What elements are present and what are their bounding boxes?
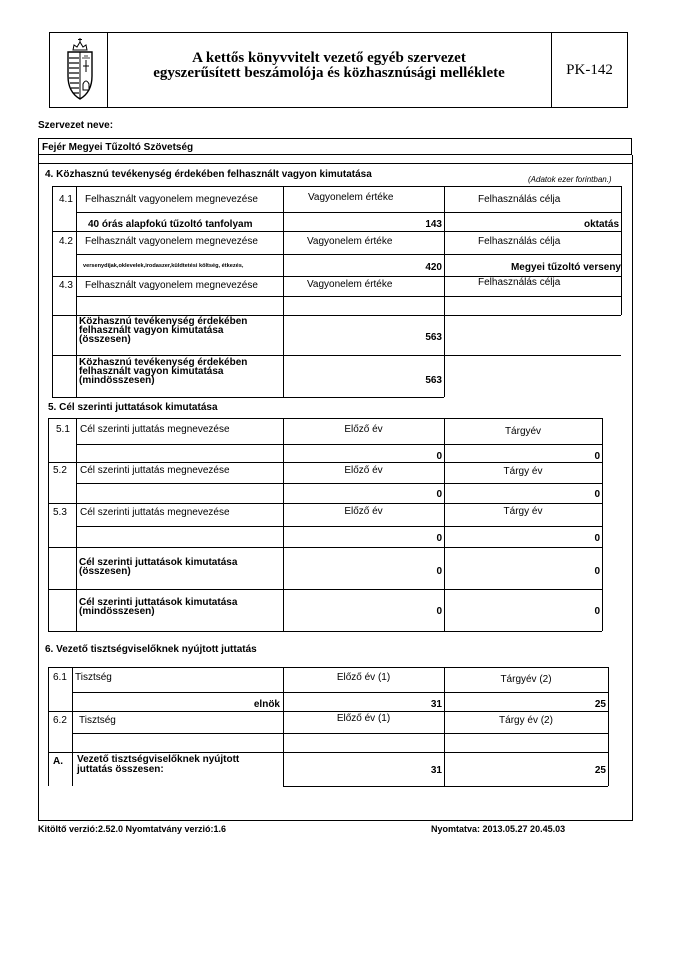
s5-col-curr-header: Tárgy év: [503, 506, 543, 517]
s4-asset-value: 420: [425, 262, 442, 273]
s4-total-value: 563: [425, 332, 442, 343]
s6-col-curr-header: Tárgy év (2): [499, 715, 553, 726]
s4-col-purpose-header: Felhasználás célja: [478, 236, 561, 247]
s5-prev-value: 0: [436, 489, 442, 500]
s4-col-value-header: Vagyonelem értéke: [307, 279, 393, 290]
s6-line: [283, 786, 608, 787]
s5-line: [76, 483, 602, 484]
s5-prev-value: 0: [436, 451, 442, 462]
s6-position-name: elnök: [253, 699, 280, 710]
s5-col-prev-header: Előző év: [344, 465, 383, 476]
s4-vline: [444, 186, 445, 397]
s6-line: [72, 733, 608, 734]
s6-line: [72, 692, 608, 693]
s4-line: [52, 397, 444, 398]
s5-vline: [48, 418, 49, 631]
section-4-unit-note: (Adatok ezer forintban.): [528, 175, 612, 184]
s6-vline: [48, 667, 49, 786]
s5-line: [48, 418, 602, 419]
s5-total-label: Cél szerinti juttatások kimutatása (összesen): [79, 557, 238, 577]
s6-line: [48, 667, 608, 668]
s4-vline: [283, 186, 284, 397]
s6-col-curr-header: Tárgyév (2): [500, 674, 552, 685]
s5-total-prev: 0: [436, 566, 442, 577]
s6-line: [48, 711, 608, 712]
form-title-line2: egyszerűsített beszámolója és közhasznúsági melléklete: [153, 65, 505, 81]
section-6-title: 6. Vezető tisztségviselőknek nyújtott juttatás: [45, 644, 257, 655]
s4-line: [76, 212, 621, 213]
org-name-value: Fejér Megyei Tűzoltó Szövetség: [42, 142, 194, 153]
frame-right: [632, 155, 633, 821]
section-4-title: 4. Közhasznú tevékenység érdekében felhasznált vagyon kimutatása: [45, 169, 372, 180]
s5-vline: [602, 418, 603, 631]
s4-row-number: 4.1: [59, 194, 73, 205]
s6-total-number: A.: [53, 756, 63, 767]
s4-vline: [76, 186, 77, 397]
s4-col-name-header: Felhasznált vagyonelem megnevezése: [85, 280, 258, 291]
s4-col-value-header: Vagyonelem értéke: [307, 236, 393, 247]
s5-line: [48, 503, 602, 504]
org-name-label: Szervezet neve:: [38, 120, 114, 131]
s4-col-name-header: Felhasznált vagyonelem megnevezése: [85, 194, 258, 205]
s5-line: [48, 462, 602, 463]
s6-vline: [283, 667, 284, 786]
s6-col-prev-header: Előző év (1): [336, 713, 391, 724]
s4-col-purpose-header: Felhasználás célja: [478, 194, 561, 205]
s5-vline: [283, 418, 284, 631]
s4-line: [52, 355, 621, 356]
s6-row-number: 6.2: [53, 715, 67, 726]
s4-row-number: 4.3: [59, 280, 73, 291]
s5-col-prev-header: Előző év: [344, 506, 383, 517]
s6-col-prev-header: Előző év (1): [336, 672, 391, 683]
s4-line: [52, 186, 621, 187]
s5-line: [76, 444, 602, 445]
form-title-line1: A kettős könyvvitelt vezető egyéb szervezet: [192, 50, 466, 66]
s4-total-label: Közhasznú tevékenység érdekében felhasznált vagyon kimutatása (összesen): [79, 316, 248, 345]
s5-grand-total-label: Cél szerinti juttatások kimutatása (mindösszesen): [79, 597, 238, 617]
s4-grand-total-label: Közhasznú tevékenység érdekében felhasznált vagyon kimutatása (mindösszesen): [79, 357, 248, 386]
s5-prev-value: 0: [436, 533, 442, 544]
s6-vline: [608, 667, 609, 786]
s5-col-name-header: Cél szerinti juttatás megnevezése: [80, 424, 230, 435]
s4-asset-value: 143: [425, 219, 442, 230]
s5-row-number: 5.1: [56, 424, 70, 435]
s6-total-label: Vezető tisztségviselőknek nyújtott juttatás összesen:: [77, 754, 240, 775]
s5-curr-value: 0: [594, 533, 600, 544]
s5-line: [76, 526, 602, 527]
s5-col-curr-header: Tárgy év: [503, 466, 543, 477]
frame-top-4: [38, 163, 633, 164]
s4-row-number: 4.2: [59, 236, 73, 247]
coat-of-arms-logo: [63, 36, 97, 102]
s5-curr-value: 0: [594, 451, 600, 462]
s4-col-value-header: Vagyonelem értéke: [308, 192, 394, 203]
s5-total-curr: 0: [594, 566, 600, 577]
s4-line: [76, 254, 621, 255]
s6-row-number: 6.1: [53, 672, 67, 683]
s5-line: [48, 547, 602, 548]
s5-grand-total-curr: 0: [594, 606, 600, 617]
s5-vline: [76, 418, 77, 631]
s6-col-name-header: Tisztség: [75, 672, 112, 683]
software-version: Kitöltő verzió:2.52.0 Nyomtatvány verzió:1.6: [38, 824, 227, 834]
s5-col-curr-header: Tárgyév: [504, 426, 542, 437]
s5-col-name-header: Cél szerinti juttatás megnevezése: [80, 507, 230, 518]
frame-bottom: [38, 820, 633, 821]
s4-col-name-header: Felhasznált vagyonelem megnevezése: [85, 236, 258, 247]
s5-vline: [444, 418, 445, 631]
s4-line: [52, 231, 621, 232]
print-timestamp: Nyomtatva: 2013.05.27 20.45.03: [431, 824, 566, 834]
s5-row-number: 5.2: [53, 465, 67, 476]
s5-line: [48, 589, 602, 590]
s4-asset-purpose: oktatás: [583, 219, 619, 230]
s6-total-curr: 25: [594, 765, 606, 776]
s4-vline: [52, 186, 53, 397]
section-5-title: 5. Cél szerinti juttatások kimutatása: [48, 402, 218, 413]
s4-asset-name: 40 órás alapfokú tűzoltó tanfolyam: [88, 219, 253, 230]
s5-line: [48, 631, 602, 632]
s4-asset-purpose: Megyei tűzoltó verseny: [510, 262, 621, 273]
s5-col-name-header: Cél szerinti juttatás megnevezése: [80, 465, 230, 476]
s4-col-purpose-header: Felhasználás célja: [478, 277, 561, 288]
s6-line: [48, 752, 608, 753]
s4-grand-total-value: 563: [425, 375, 442, 386]
s6-total-prev: 31: [430, 765, 442, 776]
s5-col-prev-header: Előző év: [344, 424, 383, 435]
s5-grand-total-prev: 0: [436, 606, 442, 617]
s6-curr-value: 25: [594, 699, 606, 710]
s6-col-name-header: Tisztség: [79, 715, 116, 726]
s4-line: [76, 296, 621, 297]
s5-curr-value: 0: [594, 489, 600, 500]
s6-prev-value: 31: [430, 699, 442, 710]
s4-vline: [621, 186, 622, 315]
frame-left: [38, 155, 39, 821]
form-code: PK-142: [566, 62, 613, 78]
s4-asset-name: versenydíjak,oklevelek,irodaszer,küldtetési költség, étkezés,: [83, 263, 244, 269]
s5-row-number: 5.3: [53, 507, 67, 518]
s6-vline: [72, 667, 73, 786]
